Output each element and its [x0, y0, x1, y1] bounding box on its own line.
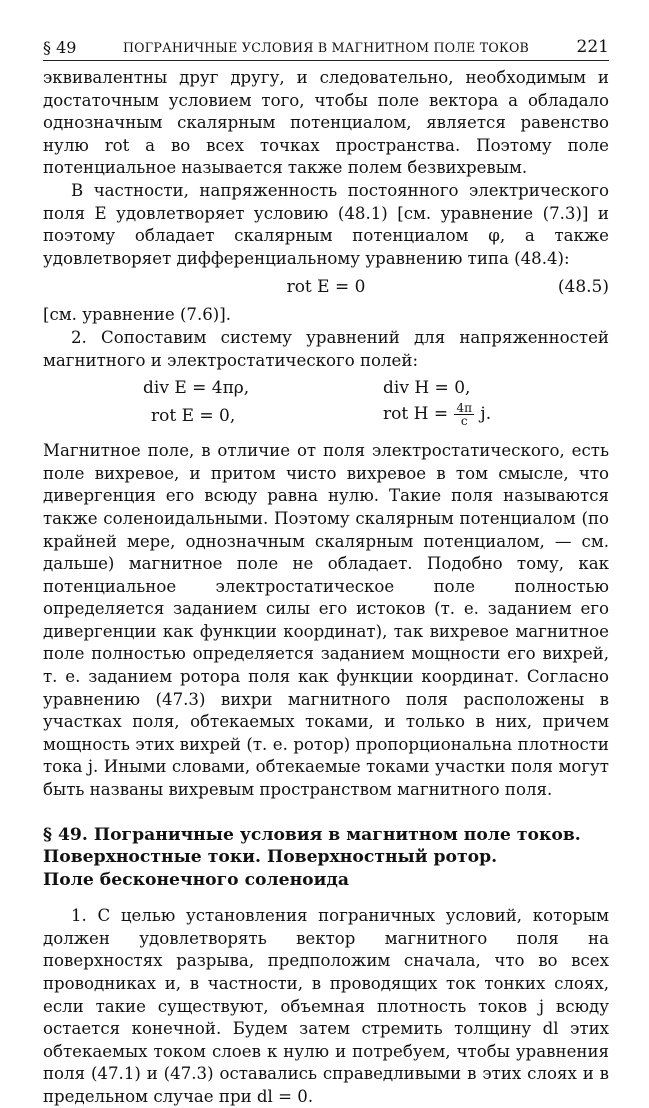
- book-page: [43, 36, 609, 1108]
- equation-48-5: [43, 272, 609, 302]
- fraction: [454, 402, 474, 427]
- page-number: 221: [576, 37, 609, 57]
- equation-rot-h-left: rot H =: [383, 404, 449, 425]
- equation-div-h: div H = 0,: [383, 378, 471, 399]
- fraction-denominator: c: [460, 414, 468, 429]
- header-section-number: § 49: [43, 38, 77, 57]
- paragraph: 1. С целью установления пограничных условий, которым должен удовлетворять вектор магнитного поля на поверхностях разрыва, предположим сначала, что во всех проводниках и, в частности, в проводящих ток тонких слоях, если такие существуют, объемная плотность токов j всюду остается конечной. Будем затем стремить толщину dl этих обтекаемых током слоев к нулю и потребуем, чтобы уравнения поля (47.1) и (47.3) оставались справедливыми в этих слоях и в предельном случае при dl = 0.: [43, 906, 609, 1106]
- fraction-numerator: 4π: [456, 401, 473, 416]
- section-heading-line: Поле бесконечного соленоида: [43, 869, 349, 890]
- equation-rot-e: rot E = 0,: [151, 406, 236, 427]
- equation-number: (48.5): [557, 277, 609, 298]
- paragraph: В частности, напряженность постоянного электрического поля E удовлетворяет условию (48.1) [см. уравнение (7.3)] и поэтому обладает скалярным потенциалом φ, а также удовлетворяет дифференциальному уравнению типа (48.4):: [43, 180, 609, 268]
- paragraph: эквивалентны друг другу, и следовательно, необходимым и достаточным условием того, чтобы поле вектора a обладало однозначным скалярным потенциалом, является равенство нулю rot a во всех точках пространства. Поэтому поле потенциальное называется также полем безвихревым.: [43, 68, 609, 178]
- equation-system: [43, 376, 609, 434]
- paragraph: Магнитное поле, в отличие от поля электростатического, есть поле вихревое, и притом чисто вихревое в том смысле, что дивергенция его всюду равна нулю. Такие поля называются также соленоидальными. Поэтому скалярным потенциалом (по крайней мере, однозначным скалярным потенциалом, — см. дальше) магнитное поле не обладает. Подобно тому, как потенциальное электростатическое поле полностью определяется заданием силы его истоков (т. е. заданием его дивергенции как функции координат), так вихревое магнитное поле полностью определяется заданием мощности его вихрей, т. е. заданием ротора поля как функции координат. Согласно уравнению (47.3) вихри магнитного поля расположены в участках поля, обтекаемых токами, и только в них, причем мощность этих вихрей (т. е. ротор) пропорциональна плотности тока j. Иными словами, обтекаемые токами участки поля могут быть названы вихревым пространством магнитного поля.: [43, 441, 609, 800]
- equation-body: rot E = 0: [286, 277, 366, 298]
- equation-rot-h-right: j.: [480, 404, 492, 425]
- running-header: [43, 36, 609, 61]
- paragraph: [см. уравнение (7.6)].: [43, 305, 232, 325]
- paragraph: 2. Сопоставим систему уравнений для напряженностей магнитного и электростатического полей:: [43, 327, 609, 370]
- equation-rot-h: [383, 402, 491, 427]
- section-heading-line: Поверхностные токи. Поверхностный ротор.: [43, 847, 498, 868]
- section-heading: [43, 824, 609, 892]
- header-title: ПОГРАНИЧНЫЕ УСЛОВИЯ В МАГНИТНОМ ПОЛЕ ТОКОВ: [122, 40, 530, 55]
- equation-div-e: div E = 4πρ,: [143, 378, 250, 399]
- section-heading-line: § 49. Пограничные условия в магнитном поле токов.: [43, 824, 581, 845]
